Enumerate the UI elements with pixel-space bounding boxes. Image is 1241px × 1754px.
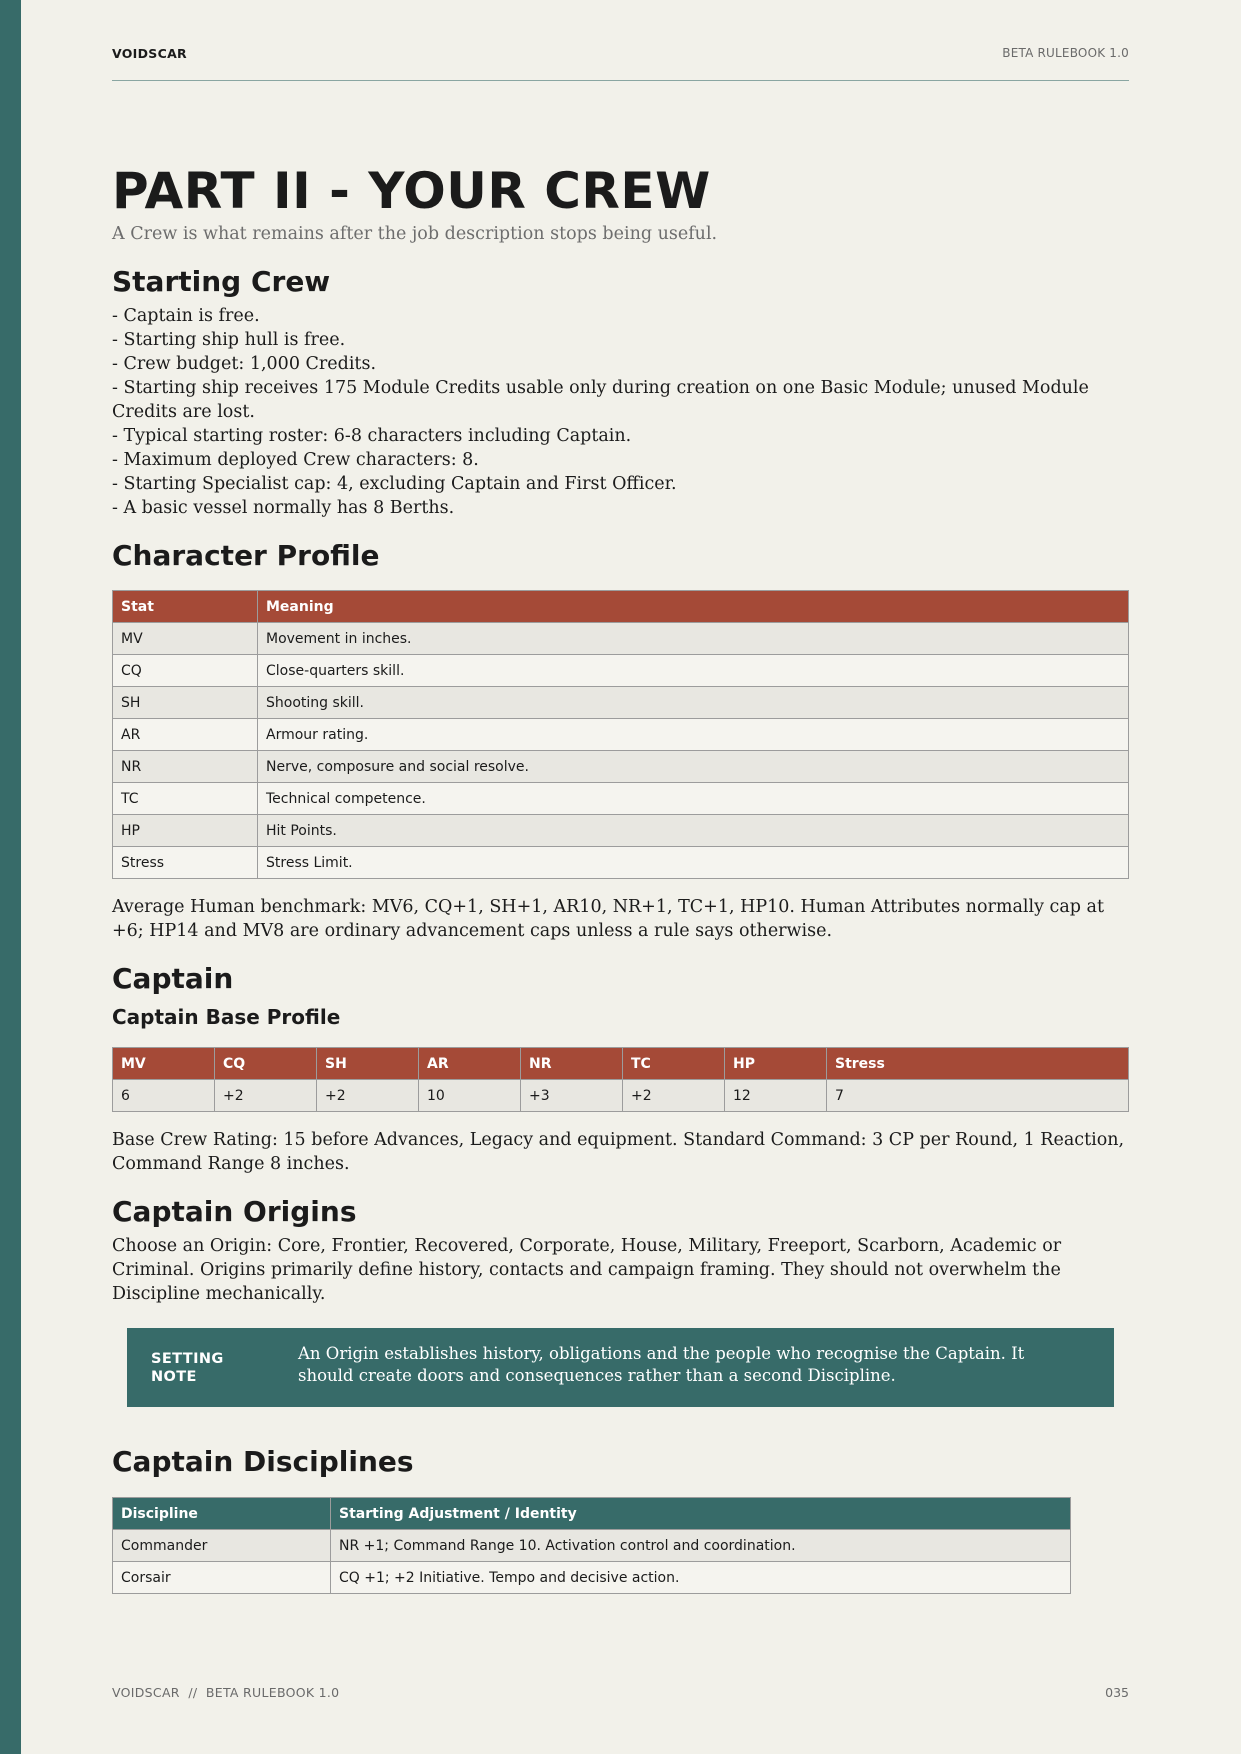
setting-note-label: SETTING NOTE (151, 1351, 224, 1385)
discipline-name-cell: Corsair (113, 1562, 331, 1594)
stat-cell: Stress (113, 847, 258, 879)
page-number: 035 (1105, 1685, 1129, 1700)
discipline-adjustment-cell: CQ +1; +2 Initiative. Tempo and decisive action. (331, 1562, 1071, 1594)
disciplines-table (112, 1497, 1071, 1594)
column-header: Stress (827, 1048, 1129, 1080)
meaning-cell: Armour rating. (258, 719, 1129, 751)
captain-origins-heading: Captain Origins (112, 1195, 357, 1228)
table-row (113, 719, 1129, 751)
column-header: Starting Adjustment / Identity (331, 1498, 1071, 1530)
meaning-cell: Movement in inches. (258, 623, 1129, 655)
stat-cell: AR (113, 719, 258, 751)
starting-crew-line: - Starting ship hull is free. (112, 330, 346, 350)
captain-disciplines-heading: Captain Disciplines (112, 1445, 414, 1478)
table-header-row (113, 1048, 1129, 1080)
starting-crew-line: - Crew budget: 1,000 Credits. (112, 354, 377, 374)
stat-value-cell: +3 (521, 1080, 623, 1112)
captain-base-profile-heading: Captain Base Profile (112, 1005, 341, 1029)
header-edition: BETA RULEBOOK 1.0 (1002, 46, 1129, 60)
page-subtitle: A Crew is what remains after the job description stops being useful. (112, 224, 718, 244)
starting-crew-list (112, 304, 1129, 520)
column-header: AR (419, 1048, 521, 1080)
table-row (113, 687, 1129, 719)
stat-value-cell: +2 (623, 1080, 725, 1112)
starting-crew-line: - Typical starting roster: 6-8 characters including Captain. (112, 426, 632, 446)
column-header: Stat (113, 591, 258, 623)
column-header: MV (113, 1048, 215, 1080)
meaning-cell: Hit Points. (258, 815, 1129, 847)
stat-cell: TC (113, 783, 258, 815)
table-row (113, 1530, 1071, 1562)
starting-crew-line: - Captain is free. (112, 306, 260, 326)
column-header: SH (317, 1048, 419, 1080)
stat-value-cell: 10 (419, 1080, 521, 1112)
stat-cell: HP (113, 815, 258, 847)
stat-cell: CQ (113, 655, 258, 687)
stat-value-cell: +2 (215, 1080, 317, 1112)
stat-cell: NR (113, 751, 258, 783)
table-row (113, 751, 1129, 783)
stat-value-cell: 6 (113, 1080, 215, 1112)
table-row (113, 623, 1129, 655)
page-content (112, 160, 1129, 1594)
table-header-row (113, 1498, 1071, 1530)
stat-cell: SH (113, 687, 258, 719)
table-row (113, 1080, 1129, 1112)
column-header: NR (521, 1048, 623, 1080)
footer-title: VOIDSCAR // BETA RULEBOOK 1.0 (112, 1685, 340, 1700)
crew-rating-text: Base Crew Rating: 15 before Advances, Legacy and equipment. Standard Command: 3 CP per Round, 1 Reaction, Command Range 8 inches. (112, 1130, 1125, 1174)
stat-value-cell: +2 (317, 1080, 419, 1112)
setting-note-text: An Origin establishes history, obligations and the people who recognise the Captain. It should create doors and consequences rather than a second Discipline. (298, 1344, 1025, 1385)
table-header-row (113, 591, 1129, 623)
column-header: CQ (215, 1048, 317, 1080)
table-row (113, 847, 1129, 879)
meaning-cell: Stress Limit. (258, 847, 1129, 879)
discipline-name-cell: Commander (113, 1530, 331, 1562)
column-header: Meaning (258, 591, 1129, 623)
page-spine-bar (0, 0, 21, 1754)
table-row (113, 783, 1129, 815)
starting-crew-heading: Starting Crew (112, 265, 331, 298)
column-header: TC (623, 1048, 725, 1080)
meaning-cell: Technical competence. (258, 783, 1129, 815)
starting-crew-line: - Starting Specialist cap: 4, excluding Captain and First Officer. (112, 474, 677, 494)
page-title: PART II - YOUR CREW (112, 162, 711, 220)
table-row (113, 655, 1129, 687)
stat-value-cell: 12 (725, 1080, 827, 1112)
page-header (112, 46, 1129, 81)
meaning-cell: Shooting skill. (258, 687, 1129, 719)
stat-value-cell: 7 (827, 1080, 1129, 1112)
discipline-adjustment-cell: NR +1; Command Range 10. Activation control and coordination. (331, 1530, 1071, 1562)
character-profile-table (112, 590, 1129, 879)
captain-profile-table (112, 1047, 1129, 1112)
setting-note-callout (127, 1328, 1114, 1407)
table-row (113, 815, 1129, 847)
column-header: Discipline (113, 1498, 331, 1530)
column-header: HP (725, 1048, 827, 1080)
header-brand: VOIDSCAR (112, 46, 187, 61)
starting-crew-line: - Maximum deployed Crew characters: 8. (112, 450, 479, 470)
captain-heading: Captain (112, 962, 234, 995)
meaning-cell: Nerve, composure and social resolve. (258, 751, 1129, 783)
starting-crew-line: - A basic vessel normally has 8 Berths. (112, 498, 455, 518)
meaning-cell: Close-quarters skill. (258, 655, 1129, 687)
table-row (113, 1562, 1071, 1594)
character-profile-heading: Character Profile (112, 539, 380, 572)
origins-text: Choose an Origin: Core, Frontier, Recovered, Corporate, House, Military, Freeport, Scarborn, Academic or Criminal. Origins primarily define history, contacts and campaign framing. They should not overwhelm the Discipline mechanically. (112, 1236, 1062, 1304)
starting-crew-line: - Starting ship receives 175 Module Credits usable only during creation on one Basic Module; unused Module Credits are lost. (112, 378, 1089, 422)
human-benchmark-text: Average Human benchmark: MV6, CQ+1, SH+1, AR10, NR+1, TC+1, HP10. Human Attributes normally cap at +6; HP14 and MV8 are ordinary advancement caps unless a rule says otherwise. (112, 897, 1104, 941)
stat-cell: MV (113, 623, 258, 655)
